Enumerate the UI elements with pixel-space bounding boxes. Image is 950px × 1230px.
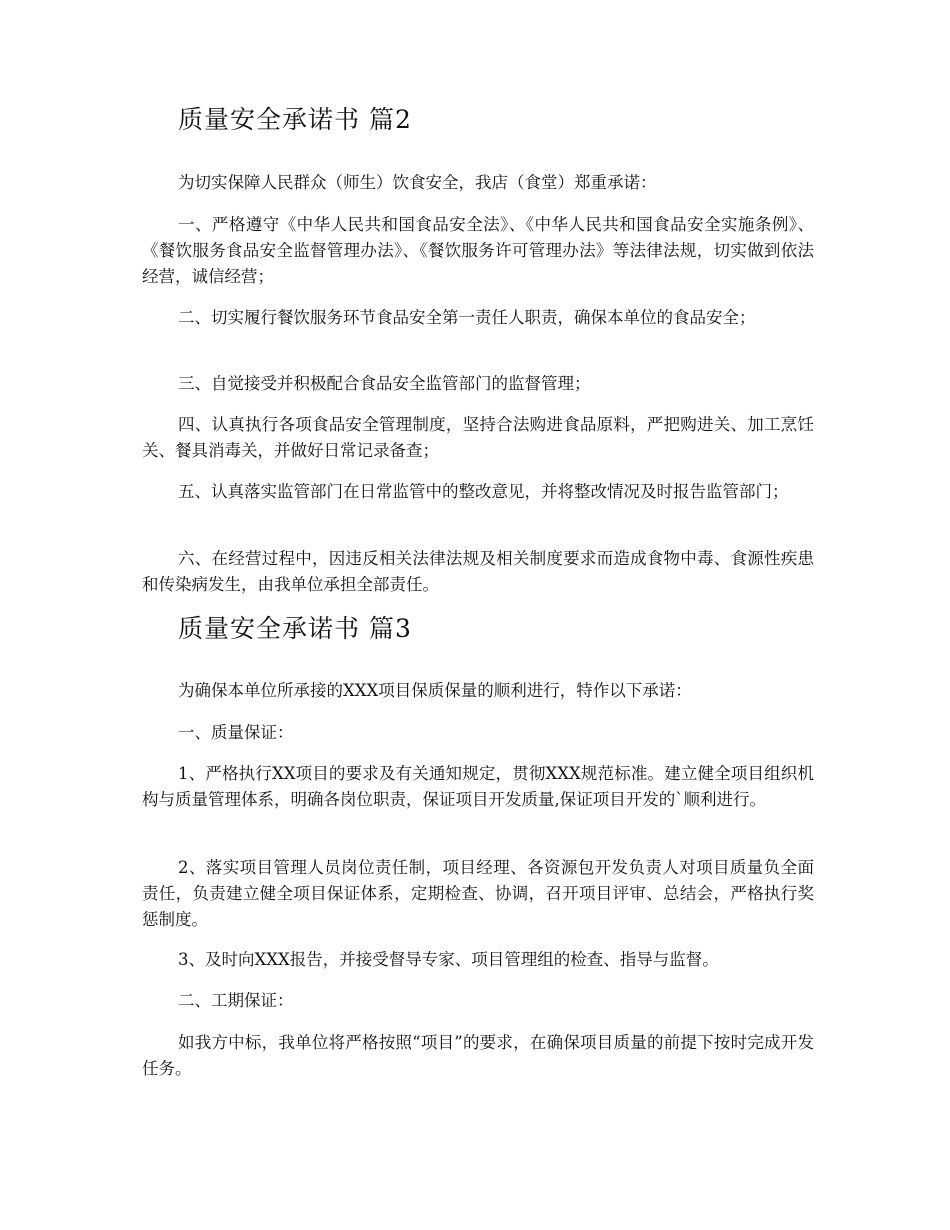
section2-item-4: 四、认真执行各项食品安全管理制度，坚持合法购进食品原料，严把购进关、加工烹饪关、餐具消毒关，并做好日常记录备查； — [142, 415, 814, 460]
section3-quality-item-1: 1、严格执行XX项目的要求及有关通知规定，贯彻XXX规范标准。建立健全项目组织机构与质量管理体系，明确各岗位职责，保证项目开发质量,保证项目开发的`顺利进行。 — [142, 764, 814, 809]
section2-title: 质量安全承诺书 篇2 — [178, 105, 412, 134]
section3-schedule-heading: 二、工期保证： — [178, 991, 294, 1010]
section3-quality-heading: 一、质量保证： — [178, 723, 294, 742]
section2-item-6: 六、在经营过程中，因违反相关法律法规及相关制度要求而造成食物中毒、食源性疾患和传染病发生，由我单位承担全部责任。 — [142, 549, 814, 594]
section2-item-2: 二、切实履行餐饮服务环节食品安全第一责任人职责，确保本单位的食品安全； — [178, 308, 756, 327]
section2-item-1: 一、严格遵守《中华人民共和国食品安全法》、《中华人民共和国食品安全实施条例》、《餐饮服务食品安全监督管理办法》、《餐饮服务许可管理办法》等法律法规，切实做到依法经营，诚信经营； — [142, 215, 814, 286]
section3-intro: 为确保本单位所承接的XXX项目保质保量的顺利进行，特作以下承诺： — [178, 681, 692, 700]
section3-schedule-text: 如我方中标，我单位将严格按照“项目”的要求，在确保项目质量的前提下按时完成开发任务。 — [142, 1033, 814, 1078]
section2-item-5: 五、认真落实监管部门在日常监管中的整改意见，并将整改情况及时报告监管部门； — [178, 482, 789, 501]
section2-item-3: 三、自觉接受并积极配合食品安全监管部门的监督管理； — [178, 374, 591, 393]
section2-intro: 为切实保障人民群众（师生）饮食安全，我店（食堂）郑重承诺： — [178, 173, 657, 192]
section3-quality-item-3: 3、及时向XXX报告，并接受督导专家、项目管理组的检查、指导与监督。 — [178, 950, 719, 969]
section3-title: 质量安全承诺书 篇3 — [178, 614, 412, 643]
section3-quality-item-2: 2、落实项目管理人员岗位责任制，项目经理、各资源包开发负责人对项目质量负全面责任，负责建立健全项目保证体系，定期检查、协调，召开项目评审、总结会，严格执行奖惩制度。 — [142, 858, 814, 929]
